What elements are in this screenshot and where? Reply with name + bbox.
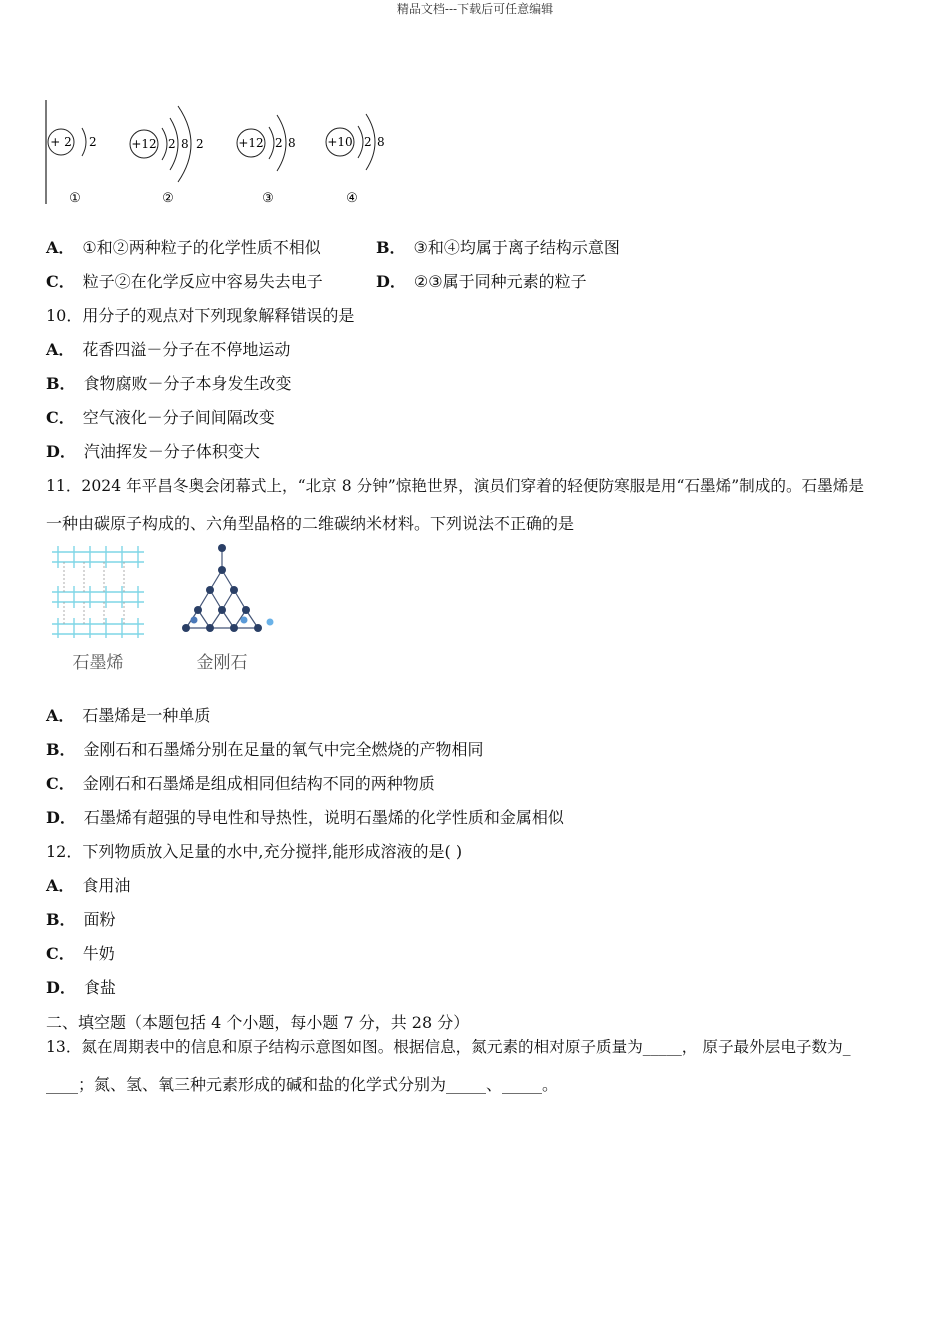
atom-4-shell-2: 8: [377, 135, 385, 149]
q10-option-a: [46, 337, 290, 360]
q10-stem: 10．用分子的观点对下列现象解释错误的是: [46, 306, 355, 325]
atom-4-nucleus: +10: [327, 135, 353, 149]
q12-option-a: [46, 873, 130, 896]
option-letter: A．: [46, 340, 75, 359]
q11-option-b: [46, 737, 484, 760]
page-header: 精品文档---下载后可任意编辑: [396, 2, 554, 16]
option-letter: D．: [46, 442, 76, 461]
option-letter: C．: [46, 774, 75, 793]
option-letter: A．: [46, 876, 75, 895]
q12-option-d: [46, 975, 116, 998]
option-text: 金刚石和石墨烯是组成相同但结构不同的两种物质: [82, 774, 435, 793]
atom-2-shell-2: 8: [181, 137, 189, 151]
option-letter: B．: [46, 740, 76, 759]
option-letter: D．: [46, 808, 76, 827]
option-letter: D．: [376, 272, 406, 291]
atom-1-label: ①: [69, 191, 81, 206]
q9-option-a: [46, 235, 321, 258]
atom-4-label: ④: [346, 191, 358, 206]
atom-3-label: ③: [262, 191, 274, 206]
option-text: 花香四溢－分子在不停地运动: [82, 340, 291, 359]
section-title: 二、填空题（本题包括 4 个小题，每小题 7 分，共 28 分）: [46, 1013, 470, 1032]
graphene-label: 石墨烯: [72, 653, 124, 672]
graphene-structure: [52, 546, 144, 638]
atom-3-nucleus: +12: [238, 136, 264, 150]
option-letter: D．: [46, 978, 76, 997]
option-letter: C．: [46, 272, 75, 291]
option-text: ③和④均属于离子结构示意图: [413, 238, 620, 257]
atom-1-nucleus: + 2: [50, 135, 72, 149]
q10-option-c: [46, 405, 275, 428]
atom-2-shell-3: 2: [196, 137, 204, 151]
q9-option-d: [376, 269, 587, 292]
option-letter: C．: [46, 944, 75, 963]
option-text: 石墨烯是一种单质: [82, 706, 211, 725]
atom-4-shell-1: 2: [364, 135, 372, 149]
option-text: 空气液化－分子间间隔改变: [82, 408, 275, 427]
diamond-structure: [180, 548, 258, 628]
atom-1-shell-1: 2: [89, 135, 97, 149]
q10-option-d: [46, 439, 260, 462]
q9-option-b: [376, 235, 620, 258]
option-text: 食盐: [83, 978, 116, 997]
q11-stem-line-2: 一种由碳原子构成的、六角型晶格的二维碳纳米材料。下列说法不正确的是: [46, 514, 575, 533]
option-text: 汽油挥发－分子体积变大: [83, 442, 260, 461]
q11-option-c: [46, 771, 435, 794]
carbon-structures-image: [44, 540, 294, 680]
atom-3-shell-1: 2: [275, 136, 283, 150]
option-letter: B．: [46, 910, 76, 929]
q11-option-a: [46, 703, 210, 726]
option-text: 食用油: [82, 876, 131, 895]
atom-2-nucleus: +12: [131, 137, 157, 151]
q12-stem: 12．下列物质放入足量的水中,充分搅拌,能形成溶液的是( ): [46, 842, 463, 861]
option-letter: A．: [46, 238, 75, 257]
q12-option-b: [46, 907, 116, 930]
option-text: 石墨烯有超强的导电性和导热性，说明石墨烯的化学性质和金属相似: [83, 808, 564, 827]
diamond-label: 金刚石: [196, 653, 248, 672]
q11-stem-line-1: 11．2024 年平昌冬奥会闭幕式上，“北京 8 分钟”惊艳世界，演员们穿着的轻便防寒服是用“石墨烯”制成的。石墨烯是: [46, 477, 864, 495]
q13-line-2: ____；氮、氢、氧三种元素形成的碱和盐的化学式分别为_____、_____。: [46, 1075, 559, 1094]
atomic-structure-diagram: [44, 98, 404, 210]
option-text: 粒子②在化学反应中容易失去电子: [82, 272, 323, 291]
option-text: ②③属于同种元素的粒子: [413, 272, 587, 291]
option-text: 金刚石和石墨烯分别在足量的氧气中完全燃烧的产物相同: [83, 740, 484, 759]
option-text: 面粉: [83, 910, 116, 929]
q12-option-c: [46, 941, 115, 964]
atom-2-label: ②: [162, 191, 174, 206]
option-text: 牛奶: [82, 944, 115, 963]
option-letter: B．: [46, 374, 76, 393]
option-letter: C．: [46, 408, 75, 427]
atom-3-shell-2: 8: [288, 136, 296, 150]
q10-option-b: [46, 371, 292, 394]
option-text: ①和②两种粒子的化学性质不相似: [82, 238, 321, 257]
q9-option-c: [46, 269, 323, 292]
q13-line-1: 13．氮在周期表中的信息和原子结构示意图如图。根据信息，氮元素的相对原子质量为_____， 原子最外层电子数为_: [46, 1038, 851, 1056]
option-text: 食物腐败－分子本身发生改变: [83, 374, 292, 393]
option-letter: B．: [376, 238, 406, 257]
atom-2-shell-1: 2: [168, 137, 176, 151]
option-letter: A．: [46, 706, 75, 725]
q11-option-d: [46, 805, 564, 828]
